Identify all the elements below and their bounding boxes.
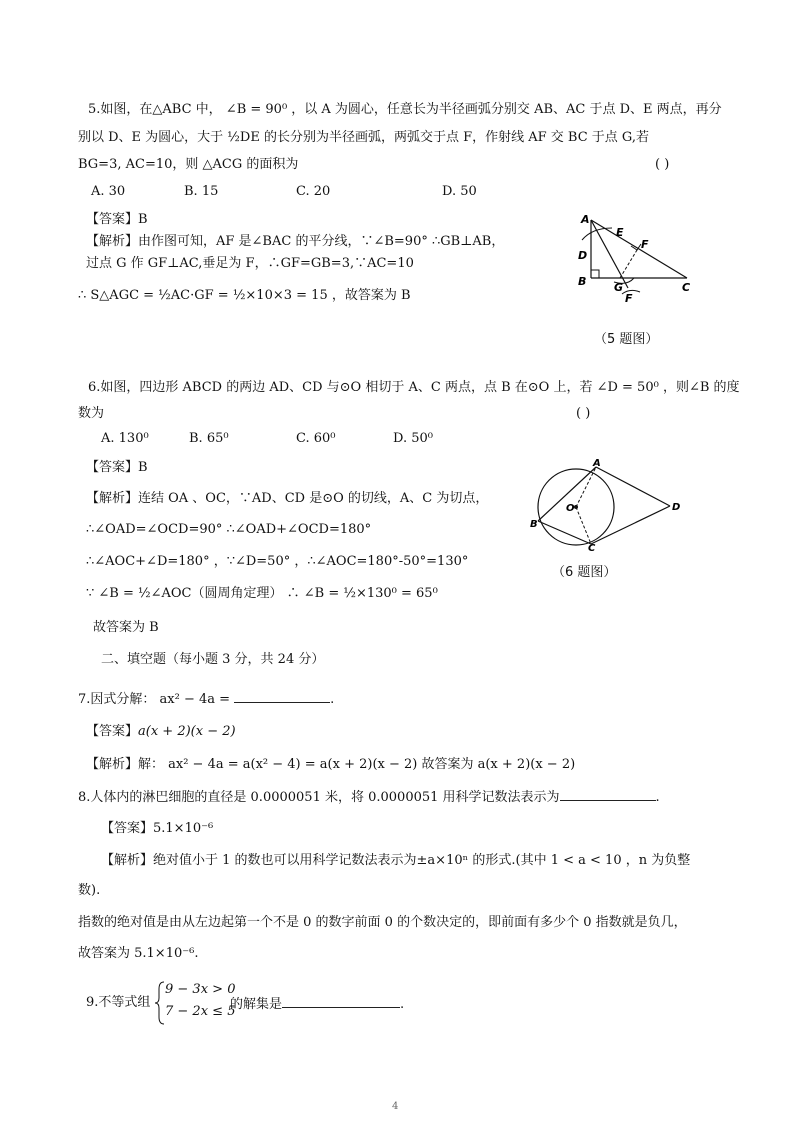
- q8-answer: 【答案】5.1×10⁻⁶: [101, 821, 214, 836]
- q5-option-b: B. 15: [184, 184, 219, 199]
- q6-line1: 6.如图，四边形 ABCD 的两边 AD、CD 与⊙O 相切于 A、C 两点，点 B 在⊙O 上，若 ∠D = 50⁰ ，则∠B 的度: [88, 380, 740, 395]
- q6-explanation-2: ∴∠OAD=∠OCD=90° ∴∠OAD+∠OCD=180°: [86, 522, 372, 537]
- q5-label-g: G: [614, 281, 624, 294]
- q5-line1: 5.如图，在△ABC 中， ∠B = 90⁰ ，以 A 为圆心，任意长为半径画弧分别交 AB、AC 于点 D、E 两点，再分: [88, 102, 722, 117]
- q8-explanation-4: 故答案为 5.1×10⁻⁶.: [78, 946, 199, 961]
- q7-question-text: 7.因式分解： ax² − 4a =: [78, 692, 235, 707]
- q5-label-b: B: [578, 275, 587, 288]
- q8-explanation-2: 数).: [78, 883, 101, 898]
- q6-label-d: D: [672, 502, 681, 513]
- q5-answer: 【答案】B: [86, 212, 148, 227]
- q5-label-d: D: [578, 249, 588, 262]
- q6-caption: （6 题图）: [552, 565, 617, 580]
- q7-answer-blank[interactable]: [234, 689, 330, 703]
- q5-option-d: D. 50: [442, 184, 477, 199]
- q9-answer-blank[interactable]: [282, 994, 400, 1008]
- q6-answer-paren: ( ): [576, 406, 591, 421]
- q7-question: 7.因式分解： ax² − 4a = .: [78, 689, 334, 709]
- page-number: 4: [392, 1101, 399, 1112]
- section-heading: 二、填空题（每小题 3 分，共 24 分）: [101, 652, 325, 667]
- q5-figure: [570, 212, 710, 302]
- q6-label-o: O: [566, 503, 575, 514]
- q6-option-a: A. 130⁰: [101, 431, 149, 446]
- q6-explanation-4: ∵ ∠B = ½∠AOC（圆周角定理） ∴ ∠B = ½×130⁰ = 65⁰: [86, 586, 438, 601]
- q6-explanation-5: 故答案为 B: [93, 620, 159, 635]
- q5-label-e: E: [616, 226, 624, 239]
- q6-answer: 【答案】B: [86, 460, 148, 475]
- q5-explanation-2: 过点 G 作 GF⊥AC,垂足为 F，∴GF=GB=3,∵AC=10: [86, 256, 414, 271]
- q9-suffix: 的解集是: [230, 997, 283, 1012]
- q9-question: 的解集是 .: [230, 994, 404, 1014]
- q5-label-a: A: [581, 213, 590, 226]
- q6-option-d: D. 50⁰: [393, 431, 433, 446]
- q7-answer: [86, 723, 236, 741]
- q6-line2: 数为: [78, 406, 105, 421]
- q6-figure: [528, 455, 688, 551]
- q6-label-a: A: [593, 458, 601, 469]
- q7-answer-value: a(x + 2)(x − 2): [138, 724, 236, 739]
- q6-label-b: B: [530, 519, 538, 530]
- q7-answer-label: 【答案】: [86, 724, 139, 739]
- q5-explanation-1: 【解析】由作图可知，AF 是∠BAC 的平分线，∵∠B=90° ∴GB⊥AB，: [86, 234, 505, 249]
- q5-line2: 别以 D、E 为圆心，大于 ½DE 的长分别为半径画弧，两弧交于点 F，作射线 AF 交 BC 于点 G,若: [78, 130, 649, 145]
- q5-option-a: A. 30: [91, 184, 126, 199]
- q5-answer-paren: ( ): [655, 157, 670, 172]
- q5-option-c: C. 20: [296, 184, 331, 199]
- q8-question: 8.人体内的淋巴细胞的直径是 0.0000051 米，将 0.0000051 用科学记数法表示为 .: [78, 787, 660, 807]
- q5-line3: BG=3, AC=10，则 △ACG 的面积为: [78, 157, 299, 172]
- q5-explanation-3: ∴ S△AGC = ½AC·GF = ½×10×3 = 15 ，故答案为 B: [78, 288, 411, 303]
- q5-label-c: C: [682, 281, 691, 294]
- q8-question-text: 8.人体内的淋巴细胞的直径是 0.0000051 米，将 0.0000051 用科学记数法表示为: [78, 790, 560, 805]
- q9-prefix: 9.不等式组: [86, 995, 151, 1010]
- q5-label-f2: F: [625, 292, 633, 302]
- q9-brace: [155, 981, 165, 1025]
- q9-inequality-2: 7 − 2x ≤ 5: [165, 1004, 236, 1019]
- q5-label-f: F: [641, 238, 649, 251]
- q9-inequality-1: 9 − 3x > 0: [165, 982, 236, 997]
- q8-answer-blank[interactable]: [560, 787, 656, 801]
- q6-label-c: C: [588, 543, 596, 551]
- q6-explanation-1: 【解析】连结 OA 、OC，∵AD、CD 是⊙O 的切线，A、C 为切点，: [86, 491, 489, 506]
- q5-caption: （5 题图）: [594, 332, 659, 347]
- q6-explanation-3: ∴∠AOC+∠D=180° ，∵∠D=50° ，∴∠AOC=180°-50°=130°: [86, 554, 469, 569]
- q8-explanation-3: 指数的绝对值是由从左边起第一个不是 0 的数字前面 0 的个数决定的，即前面有多少个 0 指数就是负几，: [78, 915, 687, 930]
- q6-option-c: C. 60⁰: [296, 431, 336, 446]
- q7-explanation: 【解析】解： ax² − 4a = a(x² − 4) = a(x + 2)(x − 2) 故答案为 a(x + 2)(x − 2): [86, 757, 576, 772]
- q6-option-b: B. 65⁰: [189, 431, 229, 446]
- q8-explanation-1: 【解析】绝对值小于 1 的数也可以用科学记数法表示为±a×10ⁿ 的形式.(其中 1 < a < 10 ，n 为负整: [101, 853, 691, 868]
